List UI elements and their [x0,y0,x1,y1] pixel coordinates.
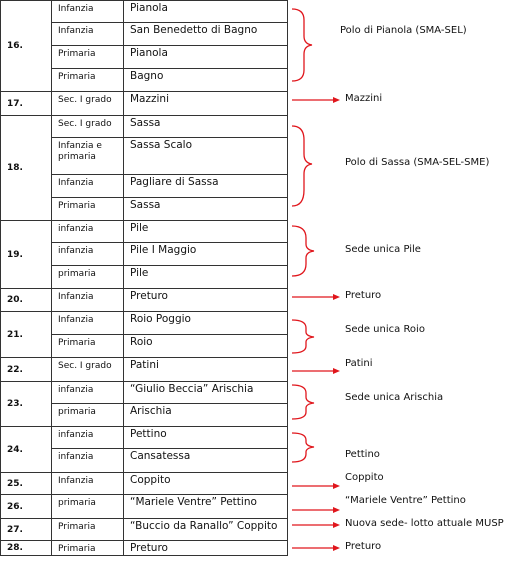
destination-22: Patini [345,358,373,369]
destination-23: Sede unica Arischia [345,392,444,403]
school-level: infanzia [52,449,124,473]
school-level: primaria [52,404,124,427]
school-location: Preturo [124,289,288,312]
row-number: 18. [1,116,52,221]
row-number: 28. [1,541,52,556]
school-location: Sassa [124,198,288,221]
brace-19 [292,226,314,276]
row-number: 26. [1,495,52,519]
brace-16 [292,9,312,81]
school-location: Pianola [124,1,288,23]
school-level: Sec. I grado [52,92,124,116]
school-level: Primaria [52,335,124,358]
school-location: Pagliare di Sassa [124,175,288,198]
school-location: Cansatessa [124,449,288,473]
school-location: “Mariele Ventre” Pettino [124,495,288,519]
school-level: Infanzia [52,473,124,495]
school-location: San Benedetto di Bagno [124,23,288,46]
school-location: Roio [124,335,288,358]
school-level: Sec. I grado [52,358,124,382]
school-location: Roio Poggio [124,312,288,335]
school-location: Mazzini [124,92,288,116]
school-location: Pile [124,266,288,289]
row-number: 17. [1,92,52,116]
school-location: Sassa Scalo [124,138,288,175]
school-level: primaria [52,495,124,519]
table-row [1,221,288,243]
school-level: Infanzia [52,289,124,312]
school-level: Sec. I grado [52,116,124,138]
brace-24 [292,433,314,462]
row-number: 24. [1,427,52,473]
arrow-17-head [333,97,340,103]
table-row [1,289,288,312]
table-row [1,473,288,495]
school-location: Bagno [124,69,288,92]
arrow-28-head [333,545,340,551]
school-level: infanzia [52,243,124,266]
school-location: Arischia [124,404,288,427]
destination-27: Nuova sede- lotto attuale MUSP [345,518,504,529]
school-level: Infanzia [52,312,124,335]
row-number: 19. [1,221,52,289]
school-location: “Buccio da Ranallo” Coppito [124,519,288,541]
destination-25: Coppito [345,472,384,483]
school-level: infanzia [52,427,124,449]
row-number: 22. [1,358,52,382]
table-row [1,495,288,519]
school-level: Infanzia [52,175,124,198]
destination-18: Polo di Sassa (SMA-SEL-SME) [345,157,490,168]
table-row [1,312,288,335]
destination-26: “Mariele Ventre” Pettino [345,495,466,506]
school-level: infanzia [52,382,124,404]
school-location: Sassa [124,116,288,138]
school-level: Infanzia [52,23,124,46]
brace-18 [292,126,312,206]
school-level: Primaria [52,46,124,69]
school-level: infanzia [52,221,124,243]
school-level: Primaria [52,69,124,92]
school-level: Infanzia e primaria [52,138,124,175]
arrow-26-head [333,507,340,513]
arrow-22-head [333,368,340,374]
school-location: Pile [124,221,288,243]
arrow-25-head [333,483,340,489]
destination-19: Sede unica Pile [345,244,421,255]
table-row [1,1,288,23]
school-location: Coppito [124,473,288,495]
school-location: Pettino [124,427,288,449]
row-number: 25. [1,473,52,495]
school-level: Infanzia [52,1,124,23]
school-location: Pianola [124,46,288,69]
destination-24: Pettino [345,449,380,460]
row-number: 20. [1,289,52,312]
destination-17: Mazzini [345,93,383,104]
school-level: primaria [52,266,124,289]
schools-table-body [1,1,288,556]
destination-20: Preturo [345,290,382,301]
table-row [1,92,288,116]
school-location: Patini [124,358,288,382]
table-row [1,541,288,556]
school-location: Preturo [124,541,288,556]
arrow-27-head [333,522,340,528]
table-row [1,519,288,541]
school-level: Primaria [52,519,124,541]
brace-23 [292,385,314,419]
destination-21: Sede unica Roio [345,324,425,335]
destination-28: Preturo [345,541,382,552]
school-location: Pile I Maggio [124,243,288,266]
table-row [1,427,288,449]
table-row [1,382,288,404]
row-number: 27. [1,519,52,541]
table-row [1,358,288,382]
destination-16: Polo di Pianola (SMA-SEL) [340,25,467,36]
brace-21 [292,320,314,353]
row-number: 23. [1,382,52,427]
school-level: Primaria [52,541,124,556]
row-number: 16. [1,1,52,92]
row-number: 21. [1,312,52,358]
table-row [1,116,288,138]
arrow-20-head [333,294,340,300]
school-location: “Giulio Beccia” Arischia [124,382,288,404]
school-level: Primaria [52,198,124,221]
